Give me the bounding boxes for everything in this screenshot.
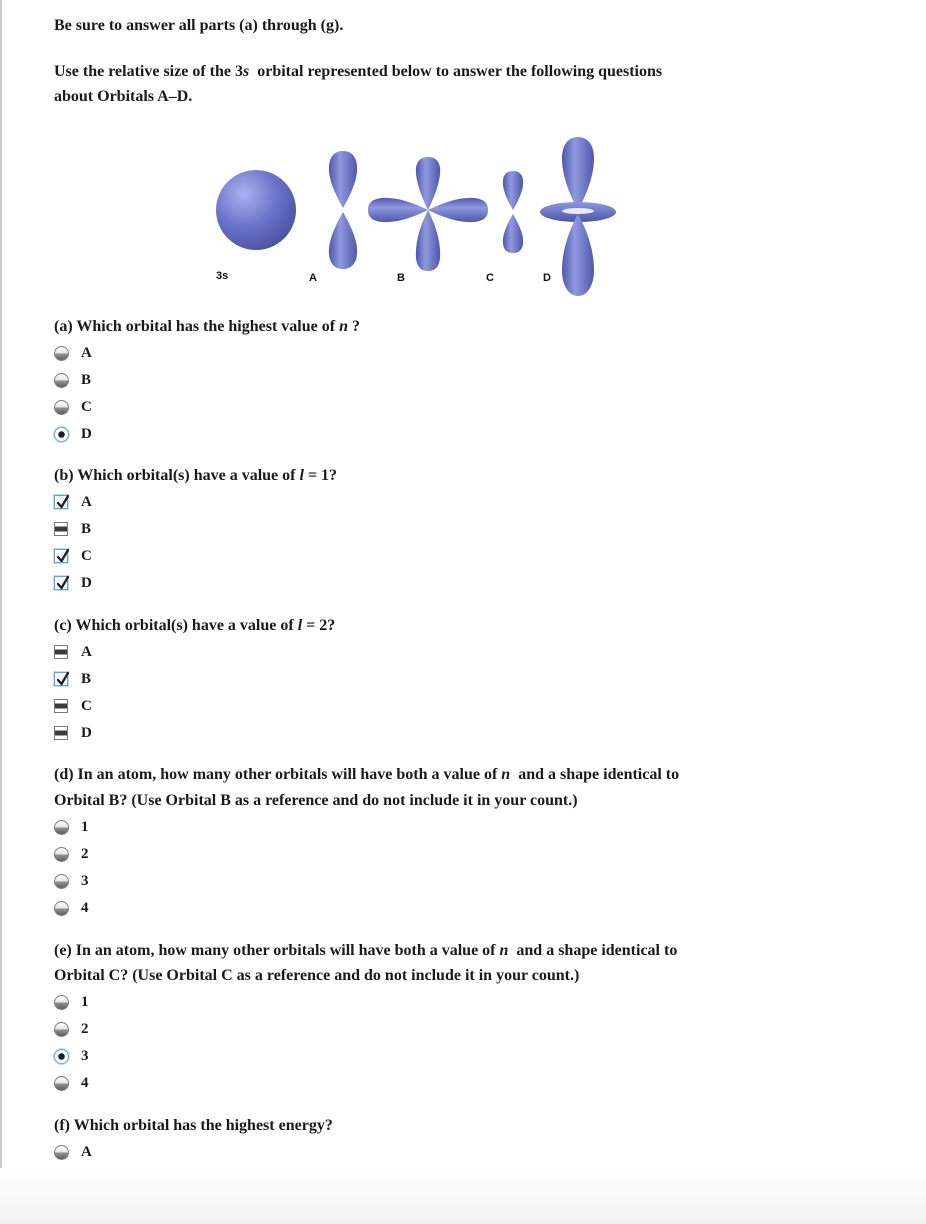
checkbox[interactable]: [54, 699, 68, 713]
question-b-option-d[interactable]: [54, 573, 92, 593]
instruction-line-1: Be sure to answer all parts (a) through (g).: [54, 17, 344, 34]
question-f: (f) Which orbital has the highest energy?: [54, 1117, 333, 1134]
question-a-option-d[interactable]: [54, 424, 92, 444]
radio-button[interactable]: [54, 820, 69, 835]
question-d-option-2[interactable]: [54, 844, 89, 864]
option-label: D: [81, 575, 92, 591]
radio-button[interactable]: [54, 995, 69, 1010]
instruction-line-3: about Orbitals A–D.: [54, 88, 193, 105]
question-d-line-2: Orbital B? (Use Orbital B as a reference and do not include it in your count.): [54, 792, 578, 809]
question-c-option-b[interactable]: [54, 669, 92, 689]
option-label: A: [81, 345, 92, 361]
orbital-b: [368, 157, 488, 271]
option-label: 4: [81, 1075, 89, 1091]
question-f-option-a[interactable]: [54, 1142, 92, 1162]
question-e-line-2: Orbital C? (Use Orbital C as a reference and do not include it in your count.): [54, 967, 580, 984]
label-3s: 3s: [216, 270, 229, 282]
instruction-line-2: Use the relative size of the 3s orbital represented below to answer the following questions: [54, 63, 663, 80]
option-label: C: [81, 698, 92, 714]
question-b-option-b[interactable]: [54, 519, 92, 539]
option-label: B: [81, 521, 92, 537]
radio-button[interactable]: [54, 373, 69, 388]
option-label: A: [81, 644, 92, 660]
option-label: 1: [81, 994, 89, 1010]
question-c-option-c[interactable]: [54, 696, 92, 716]
radio-button[interactable]: [54, 874, 69, 889]
radio-button[interactable]: [54, 400, 69, 415]
left-border: [0, 0, 2, 1224]
question-b-option-c[interactable]: [54, 546, 92, 566]
option-label: D: [81, 426, 92, 442]
option-label: 1: [81, 819, 89, 835]
bottom-fade: [0, 1168, 926, 1224]
question-e-option-4[interactable]: [54, 1073, 89, 1093]
checkbox[interactable]: [54, 645, 68, 659]
question-c-option-d[interactable]: [54, 723, 92, 743]
option-label: B: [81, 671, 92, 687]
question-e-option-1[interactable]: [54, 992, 89, 1012]
orbital-figure: [200, 130, 630, 305]
label-c: C: [486, 272, 494, 284]
question-b: (b) Which orbital(s) have a value of l = 1?: [54, 467, 338, 484]
label-a: A: [309, 272, 317, 284]
radio-button[interactable]: [54, 1022, 69, 1037]
radio-button[interactable]: [54, 346, 69, 361]
question-d-option-4[interactable]: [54, 898, 89, 918]
question-e-option-2[interactable]: [54, 1019, 89, 1039]
question-a: (a) Which orbital has the highest value of n ?: [54, 318, 360, 335]
option-label: 4: [81, 900, 89, 916]
question-b-option-a[interactable]: [54, 492, 92, 512]
question-e-line-1: (e) In an atom, how many other orbitals will have both a value of n and a shape identical to: [54, 942, 678, 959]
radio-button[interactable]: [54, 1145, 69, 1160]
option-label: D: [81, 725, 92, 741]
checkbox[interactable]: [54, 495, 68, 509]
checkbox[interactable]: [54, 672, 68, 686]
question-e-option-3[interactable]: [54, 1046, 89, 1066]
option-label: A: [81, 1144, 92, 1160]
option-label: B: [81, 372, 92, 388]
radio-button[interactable]: [54, 847, 69, 862]
option-label: A: [81, 494, 92, 510]
checkbox[interactable]: [54, 576, 68, 590]
question-a-option-b[interactable]: [54, 370, 92, 390]
orbital-3s-sphere: [216, 170, 296, 250]
orbital-c: [503, 171, 523, 253]
radio-button[interactable]: [54, 1076, 69, 1091]
option-label: 3: [81, 1048, 89, 1064]
radio-button[interactable]: [54, 1049, 69, 1064]
checkbox[interactable]: [54, 522, 68, 536]
checkbox[interactable]: [54, 549, 68, 563]
option-label: 3: [81, 873, 89, 889]
radio-button[interactable]: [54, 901, 69, 916]
checkbox[interactable]: [54, 726, 68, 740]
option-label: C: [81, 399, 92, 415]
question-d-option-3[interactable]: [54, 871, 89, 891]
question-d-option-1[interactable]: [54, 817, 89, 837]
option-label: C: [81, 548, 92, 564]
question-c: (c) Which orbital(s) have a value of l = 2?: [54, 617, 336, 634]
orbital-d: [540, 137, 616, 296]
label-b: B: [397, 272, 405, 284]
option-label: 2: [81, 1021, 89, 1037]
radio-button[interactable]: [54, 427, 69, 442]
label-d: D: [543, 272, 551, 284]
option-label: 2: [81, 846, 89, 862]
question-d-line-1: (d) In an atom, how many other orbitals will have both a value of n and a shape identical to: [54, 766, 680, 783]
question-a-option-a[interactable]: [54, 343, 92, 363]
question-c-option-a[interactable]: [54, 642, 92, 662]
orbital-a: [329, 151, 357, 269]
question-a-option-c[interactable]: [54, 397, 92, 417]
